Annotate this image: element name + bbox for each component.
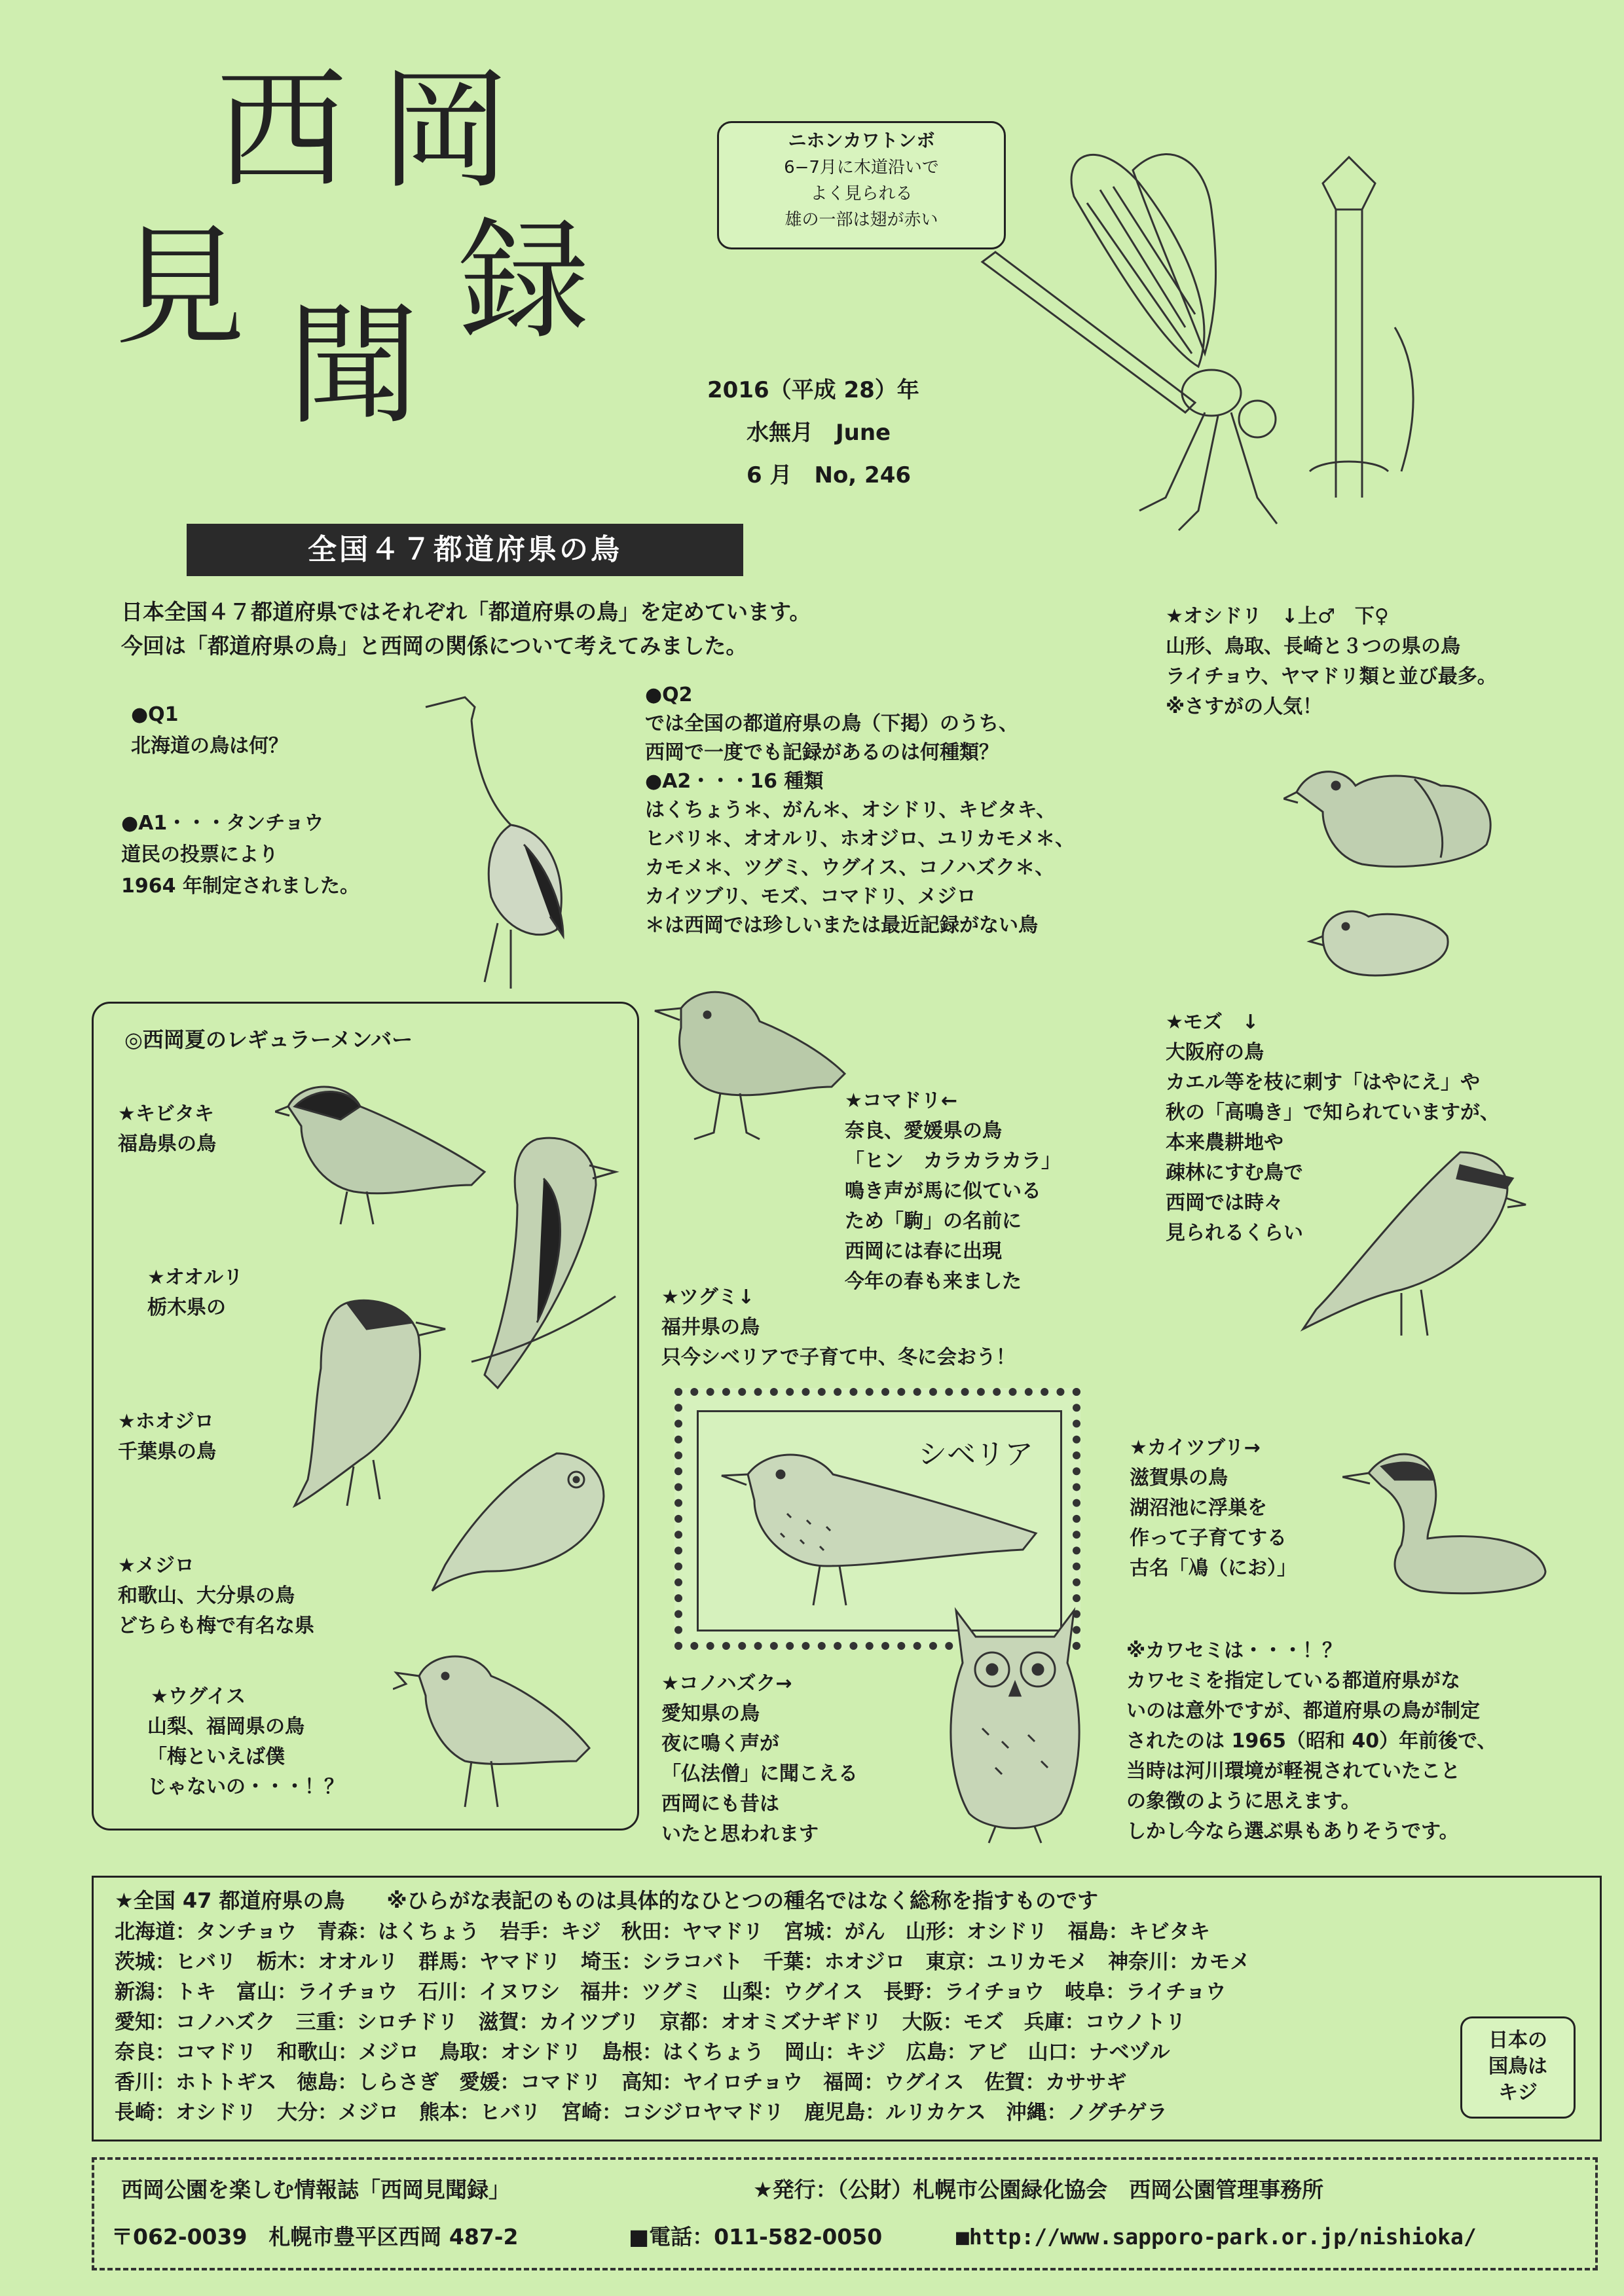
thrush-illustration <box>709 1435 1049 1625</box>
tsugumi-line2: 只今シベリアで子育て中、冬に会おう！ <box>661 1346 1016 1369</box>
kaitsuburi-line4: 古名「鳰（にお）」 <box>1130 1557 1297 1580</box>
a2-label: ●A2・・・16 種類 <box>645 770 824 793</box>
blue-flycatcher-illustration <box>458 1126 629 1401</box>
pref-row: 愛知：コノハズク 三重：シロチドリ 滋賀：カイツブリ 京都：オオミズナギドリ 大阪：モズ 兵庫：コウノトリ <box>115 2011 1186 2034</box>
tsugumi-title: ★ツグミ↓ <box>661 1286 754 1309</box>
komadori-line5: 西岡には春に出現 <box>845 1240 1002 1263</box>
oshidori-line2: ライチョウ、ヤマドリ類と並び最多。 <box>1166 665 1497 688</box>
kawasemi-line5: の象徴のように思えます。 <box>1126 1790 1361 1813</box>
komadori-line6: 今年の春も来ました <box>845 1270 1022 1293</box>
pref-row: 新潟：トキ 富山：ライチョウ 石川：イヌワシ 福井：ツグミ 山梨：ウグイス 長野：ライチョウ 岐阜：ライチョウ <box>115 1980 1227 2004</box>
komadori-line3: 鳴き声が馬に似ている <box>845 1180 1041 1203</box>
footer-magazine: 西岡公園を楽しむ情報誌「西岡見聞録」 <box>121 2177 510 2202</box>
a1-line2: 1964 年制定されました。 <box>121 875 360 898</box>
title-char-nishi: 西 <box>216 54 348 207</box>
issue-number: 6 月 No, 246 <box>747 462 912 488</box>
konohazuku-line3: 「仏法僧」に聞こえる <box>661 1762 858 1785</box>
pref-row: 香川：ホトトギス 徳島：しらさぎ 愛媛：コマドリ 高知：ヤイロチョウ 福岡：ウグイス 佐賀：カササギ <box>115 2071 1127 2094</box>
mozu-line4: 本来農耕地や <box>1166 1131 1283 1154</box>
summer-box-title: ◎西岡夏のレギュラーメンバー <box>124 1027 413 1052</box>
kibitaki-name: ★キビタキ <box>118 1102 214 1125</box>
hoojiro-pref: 千葉県の鳥 <box>118 1440 216 1463</box>
pref-row: 奈良：コマドリ 和歌山：メジロ 鳥取：オシドリ 島根：はくちょう 岡山：キジ 広島：アビ 山口：ナベヅル <box>115 2041 1170 2064</box>
q2-line2: 西岡で一度でも記録があるのは何種類？ <box>645 741 999 764</box>
q1-question: 北海道の鳥は何？ <box>131 735 288 757</box>
kiji-line3: キジ <box>1498 2081 1538 2104</box>
intro-line1: 日本全国４７都道府県ではそれぞれ「都道府県の鳥」を定めています。 <box>121 599 811 625</box>
konohazuku-line4: 西岡にも昔は <box>661 1793 779 1815</box>
dragonfly-line3: 雄の一部は翅が赤い <box>784 210 938 230</box>
mozu-title: ★モズ ↓ <box>1166 1011 1259 1034</box>
crane-illustration <box>413 681 609 995</box>
mozu-line5: 疎林にすむ鳥で <box>1166 1161 1303 1184</box>
kawasemi-line6: しかし今なら選ぶ県もありそうです。 <box>1126 1820 1459 1843</box>
title-char-oka: 岡 <box>380 54 511 207</box>
mozu-line3: 秋の「高鳴き」で知られていますが、 <box>1166 1101 1500 1124</box>
dragonfly-line2: よく見られる <box>810 184 913 204</box>
oshidori-title: ★オシドリ ↓上♂ 下♀ <box>1166 605 1389 628</box>
mozu-line2: カエル等を枝に刺す「はやにえ」や <box>1166 1071 1480 1094</box>
kawasemi-line4: 当時は河川環境が軽視されていたこと <box>1126 1760 1460 1783</box>
kaitsuburi-line1: 滋賀県の鳥 <box>1130 1467 1228 1489</box>
a2-line1: はくちょう＊、がん＊、オシドリ、キビタキ、 <box>645 799 1056 822</box>
issue-year: 2016（平成 28）年 <box>707 377 919 403</box>
dragonfly-illustration <box>969 131 1428 550</box>
grebe-illustration <box>1342 1434 1559 1604</box>
title-char-roku: 録 <box>458 205 590 357</box>
scops-owl-illustration <box>930 1597 1100 1846</box>
kibitaki-pref: 福島県の鳥 <box>118 1133 216 1156</box>
uguisu-line3: じゃないの・・・！？ <box>147 1776 344 1798</box>
kawasemi-line3: されたのは 1965（昭和 40）年前後で、 <box>1126 1730 1497 1753</box>
oshidori-line1: 山形、鳥取、長崎と３つの県の鳥 <box>1166 635 1460 658</box>
pref-list-title: ★全国 47 都道府県の鳥 ※ひらがな表記のものは具体的なひとつの種名ではなく総称を指すものです <box>115 1888 1098 1913</box>
mejiro-line1: 和歌山、大分県の鳥 <box>118 1584 295 1607</box>
kaitsuburi-title: ★カイツブリ→ <box>1130 1436 1261 1459</box>
kaitsuburi-line2: 湖沼池に浮巣を <box>1130 1497 1267 1520</box>
dragonfly-note <box>717 121 1006 249</box>
komadori-title: ★コマドリ← <box>845 1089 958 1112</box>
section-banner: 全国４７都道府県の鳥 <box>187 524 743 576</box>
uguisu-line2: 「梅といえば僕 <box>147 1745 285 1768</box>
pref-row: 北海道：タンチョウ 青森：はくちょう 岩手：キジ 秋田：ヤマドリ 宮城：がん 山形：オシドリ 福島：キビタキ <box>115 1920 1210 1944</box>
a1-line1: 道民の投票により <box>121 843 278 866</box>
mozu-line7: 見られるくらい <box>1166 1222 1303 1245</box>
a1-label: ●A1・・・タンチョウ <box>121 812 324 835</box>
kiji-line1: 日本の <box>1488 2029 1547 2052</box>
kawasemi-title: ※カワセミは・・・！？ <box>1126 1639 1342 1662</box>
footer-url-link[interactable]: ■http://www.sapporo-park.or.jp/nishioka/ <box>956 2224 1477 2250</box>
a2-line3: カモメ＊、ツグミ、ウグイス、コノハズク＊、 <box>645 856 1055 879</box>
konohazuku-line2: 夜に鳴く声が <box>661 1732 779 1755</box>
pref-row: 茨城：ヒバリ 栃木：オオルリ 群馬：ヤマドリ 埼玉：シラコバト 千葉：ホオジロ 東京：ユリカモメ 神奈川：カモメ <box>115 1950 1251 1974</box>
issue-month: 水無月 June <box>747 420 891 446</box>
kawasemi-line2: いのは意外ですが、都道府県の鳥が制定 <box>1126 1700 1480 1722</box>
konohazuku-line5: いたと思われます <box>661 1823 819 1846</box>
mandarin-duck-illustration <box>1283 740 1532 1015</box>
pref-row: 長崎：オシドリ 大分：メジロ 熊本：ヒバリ 宮崎：コシジロヤマドリ 鹿児島：ルリカケス 沖縄：ノグチゲラ <box>115 2101 1168 2124</box>
hoojiro-name: ★ホオジロ <box>118 1410 214 1433</box>
mejiro-line2: どちらも梅で有名な県 <box>118 1614 314 1637</box>
komadori-line2: 「ヒン カラカラカラ」 <box>845 1150 1061 1173</box>
a2-note: ＊は西岡では珍しいまたは最近記録がない鳥 <box>645 914 1038 937</box>
stamp-label: シベリア <box>918 1438 1033 1471</box>
dragonfly-name: ニホンカワトンボ <box>788 130 935 151</box>
shrike-illustration <box>1297 1133 1532 1349</box>
national-bird-note <box>1460 2016 1576 2119</box>
tsugumi-line1: 福井県の鳥 <box>661 1316 760 1339</box>
bush-warbler-illustration <box>393 1637 609 1833</box>
uguisu-line1: 山梨、福岡県の鳥 <box>147 1715 304 1738</box>
kaitsuburi-line3: 作って子育てする <box>1130 1527 1287 1550</box>
kawasemi-line1: カワセミを指定している都道府県がな <box>1126 1669 1460 1692</box>
title-char-bun: 聞 <box>288 290 420 443</box>
a2-line4: カイツブリ、モズ、コマドリ、メジロ <box>645 885 976 908</box>
footer-publisher: ★発行：（公財）札幌市公園緑化協会 西岡公園管理事務所 <box>753 2177 1324 2202</box>
kiji-line2: 国鳥は <box>1488 2055 1547 2078</box>
konohazuku-title: ★コノハズク→ <box>661 1672 792 1695</box>
q1-label: ●Q1 <box>131 703 179 726</box>
footer-address: 〒062-0039 札幌市豊平区西岡 487-2 <box>111 2224 519 2250</box>
mozu-line1: 大阪府の鳥 <box>1166 1041 1264 1064</box>
mozu-line6: 西岡では時々 <box>1166 1192 1283 1214</box>
mejiro-name: ★メジロ <box>118 1554 194 1577</box>
dragonfly-line1: 6−7月に木道沿いで <box>784 158 939 177</box>
ooruri-pref: 栃木県の <box>147 1296 226 1319</box>
a2-line2: ヒバリ＊、オオルリ、ホオジロ、ユリカモメ＊、 <box>645 828 1075 850</box>
konohazuku-line1: 愛知県の鳥 <box>661 1702 760 1725</box>
intro-line2: 今回は「都道府県の鳥」と西岡の関係について考えてみました。 <box>121 633 748 659</box>
footer-phone: ■電話：011-582-0050 <box>629 2224 883 2250</box>
uguisu-name: ★ウグイス <box>151 1685 246 1708</box>
q2-label: ●Q2 <box>645 683 693 706</box>
white-eye-illustration <box>426 1440 622 1597</box>
komadori-line4: ため「駒」の名前に <box>845 1210 1022 1233</box>
q2-line1: では全国の都道府県の鳥（下掲）のうち、 <box>645 712 1018 735</box>
oshidori-line3: ※さすがの人気！ <box>1166 695 1323 718</box>
komadori-line1: 奈良、愛媛県の鳥 <box>845 1120 1002 1142</box>
title-char-mi: 見 <box>115 211 246 364</box>
robin-illustration <box>642 982 851 1152</box>
ooruri-name: ★オオルリ <box>147 1266 243 1289</box>
